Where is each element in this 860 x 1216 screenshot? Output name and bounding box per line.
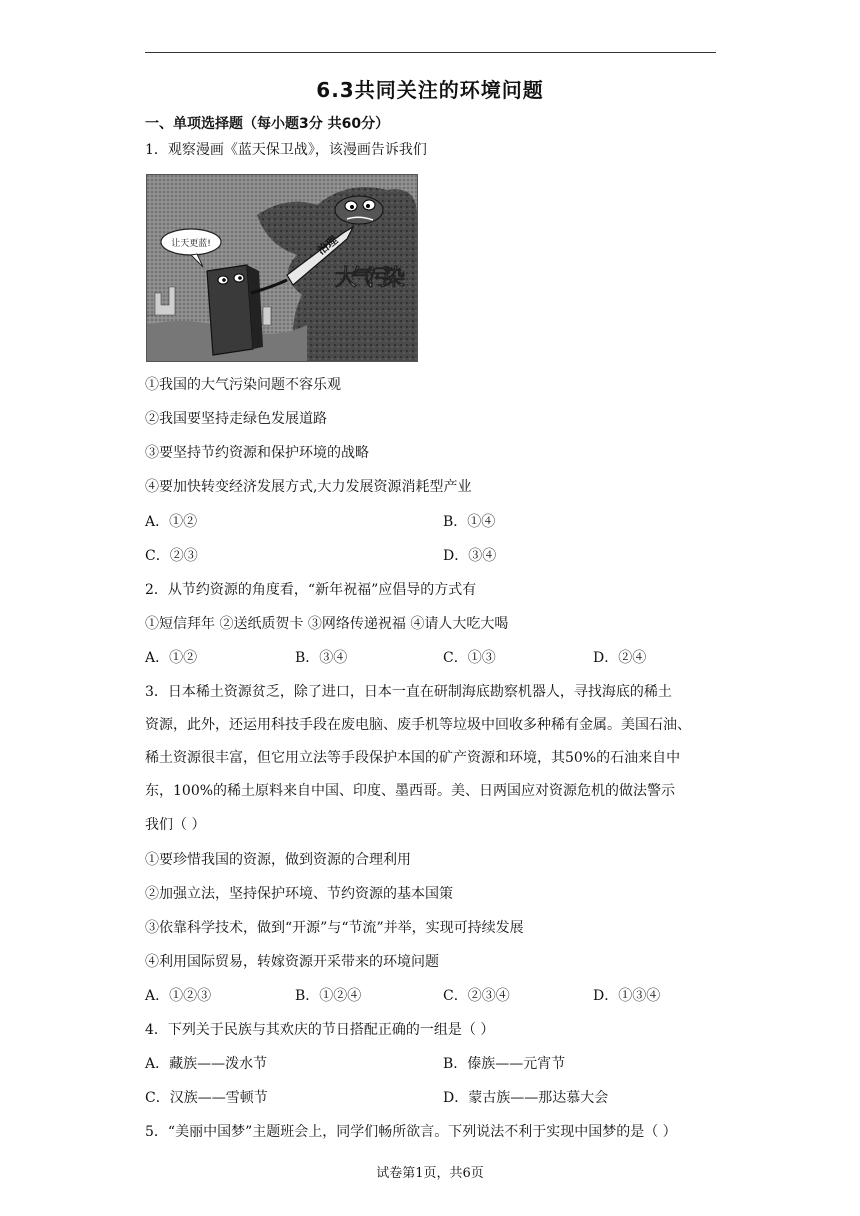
section-heading: 一、单项选择题（每小题3分 共60分） (145, 116, 390, 132)
q1-stem: 1．观察漫画《蓝天保卫战》，该漫画告诉我们 (145, 142, 427, 158)
q3-line-2: 资源，此外，还运用科技手段在废电脑、废手机等垃圾中回收多种稀有金属。美国石油、 (145, 717, 691, 733)
cartoon-pollution-label: 大气污染 (335, 266, 405, 291)
q2-option-b: B．③④ (295, 650, 348, 666)
q4-option-d: D．蒙古族——那达慕大会 (443, 1090, 609, 1106)
q2-option-c: C．①③ (443, 650, 496, 666)
q1-item-1: ①我国的大气污染问题不容乐观 (145, 377, 341, 393)
q1-option-c: C．②③ (145, 548, 198, 564)
q3-option-a: A．①②③ (145, 988, 212, 1004)
q1-option-d: D．③④ (443, 548, 497, 564)
q1-item-2: ②我国要坚持走绿色发展道路 (145, 411, 327, 427)
q3-line-5: 我们（ ） (145, 817, 206, 833)
q3-item-3: ③依靠科学技术，做到“开源”与“节流”并举，实现可持续发展 (145, 920, 524, 936)
page-title: 6.3共同关注的环境问题 (316, 78, 544, 102)
q3-item-1: ①要珍惜我国的资源，做到资源的合理利用 (145, 852, 411, 868)
q3-option-d: D．①③④ (593, 988, 661, 1004)
q4-option-b: B．傣族——元宵节 (443, 1056, 566, 1072)
q2-option-d: D．②④ (593, 650, 647, 666)
q1-option-a: A．①② (145, 514, 198, 530)
q3-option-b: B．①②④ (295, 988, 362, 1004)
cartoon-speech: 让天更蓝! (171, 239, 211, 249)
q1-option-b: B．①④ (443, 514, 496, 530)
q3-line-4: 东，100%的稀土原料来自中国、印度、墨西哥。美、日两国应对资源危机的做法警示 (145, 783, 676, 799)
q1-item-3: ③要坚持节约资源和保护环境的战略 (145, 445, 369, 461)
q5-stem: 5．“美丽中国梦”主题班会上，同学们畅所欲言。下列说法不利于实现中国梦的是（ ） (145, 1124, 677, 1140)
q4-stem: 4．下列关于民族与其欢庆的节日搭配正确的一组是（ ） (145, 1022, 495, 1038)
q4-option-c: C．汉族——雪顿节 (145, 1090, 268, 1106)
q3-item-2: ②加强立法，坚持保护环境、节约资源的基本国策 (145, 886, 453, 902)
page-footer: 试卷第1页，共6页 (376, 1166, 484, 1181)
q2-items: ①短信拜年 ②送纸质贺卡 ③网络传递祝福 ④请人大吃大喝 (145, 616, 509, 632)
header-rule (145, 52, 716, 53)
q2-option-a: A．①② (145, 650, 198, 666)
q3-item-4: ④利用国际贸易，转嫁资源开采带来的环境问题 (145, 954, 439, 970)
q3-line-1: 3．日本稀土资源贫乏，除了进口，日本一直在研制海底勘察机器人，寻找海底的稀土 (145, 684, 672, 700)
q1-item-4: ④要加快转变经济发展方式,大力发展资源消耗型产业 (145, 479, 472, 495)
cartoon-image (146, 174, 418, 362)
q2-stem: 2．从节约资源的角度看，“新年祝福”应倡导的方式有 (145, 582, 477, 598)
cartoon-sword-label: 治理 (314, 233, 341, 258)
q3-line-3: 稀土资源很丰富，但它用立法等手段保护本国的矿产资源和环境，其50%的石油来自中 (145, 750, 681, 766)
q3-option-c: C．②③④ (443, 988, 510, 1004)
q4-option-a: A．藏族——泼水节 (145, 1056, 268, 1072)
